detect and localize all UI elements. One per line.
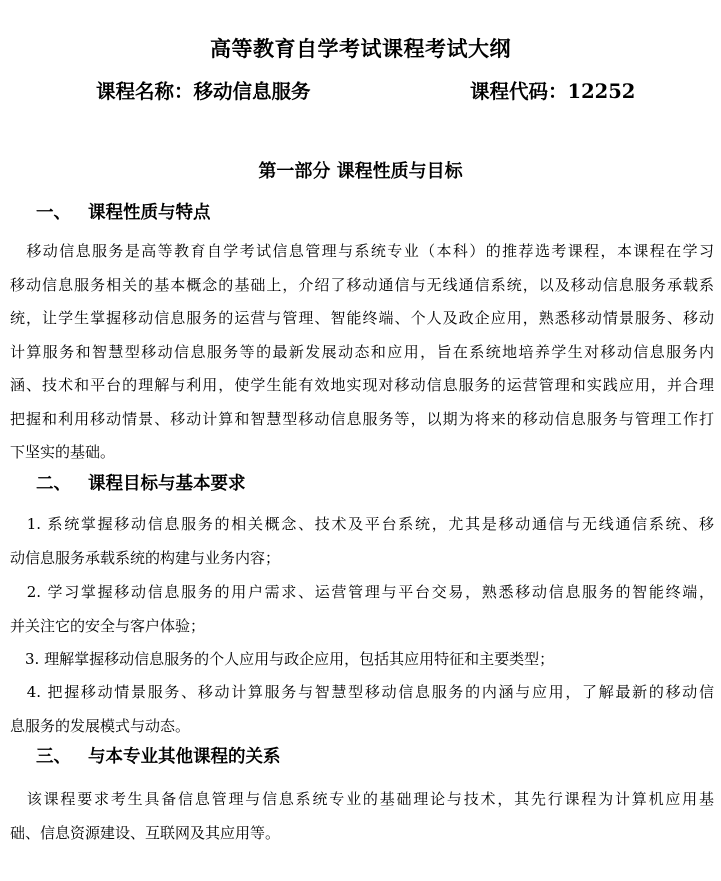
paragraph-line: 计算服务和智慧型移动信息服务等的最新发展动态和应用，旨在系统地培养学生对移动信息服务内 [10,342,714,361]
paragraph-line: 础、信息资源建设、互联网及其应用等。 [10,823,281,842]
section-number: 一、 [36,203,71,223]
paragraph-line: 下坚实的基础。 [10,443,116,461]
paragraph-line: 动信息服务承载系统的构建与业务内容； [10,548,281,567]
part-title: 第一部分 课程性质与目标 [258,161,463,182]
section-heading-2 [36,470,246,495]
section-title: 课程性质与特点 [88,203,211,223]
course-code: 课程代码：12252 [470,80,636,103]
section-heading-3 [36,743,281,768]
section-title: 与本专业其他课程的关系 [88,747,281,767]
document-title: 高等教育自学考试课程考试大纲 [210,36,511,61]
section-heading-1 [36,199,211,224]
paragraph-line: 3. 理解掌握移动信息服务的个人应用与政企应用，包括其应用特征和主要类型； [10,650,555,668]
paragraph-line: 移动信息服务相关的基本概念的基础上，介绍了移动通信与无线通信系统，以及移动信息服务承载系 [10,275,714,294]
section-number: 三、 [36,747,71,767]
goal-item-2 [10,576,714,643]
paragraph-course-nature [10,235,714,470]
paragraph-line: 移动信息服务是高等教育自学考试信息管理与系统专业（本科）的推荐选考课程，本课程在学习 [10,242,714,260]
paragraph-line: 该课程要求考生具备信息管理与信息系统专业的基础理论与技术，其先行课程为计算机应用基 [10,790,714,808]
paragraph-course-relations [10,783,714,850]
goal-item-1 [10,508,714,575]
paragraph-line: 统，让学生掌握移动信息服务的运营与管理、智能终端、个人及政企应用，熟悉移动情景服务、移动 [10,309,714,327]
section-number: 二、 [36,474,71,494]
goal-item-3 [10,643,714,677]
paragraph-line: 1. 系统掌握移动信息服务的相关概念、技术及平台系统，尤其是移动通信与无线通信系统、移 [10,515,714,533]
paragraph-line: 把握和利用移动情景、移动计算和智慧型移动信息服务等，以期为将来的移动信息服务与管理工作打 [10,409,714,428]
paragraph-line: 4. 把握移动情景服务、移动计算服务与智慧型移动信息服务的内涵与应用，了解最新的移动信 [10,683,714,701]
goal-item-4 [10,676,714,743]
course-name: 课程名称：移动信息服务 [96,80,311,103]
paragraph-line: 2. 学习掌握移动信息服务的用户需求、运营管理与平台交易，熟悉移动信息服务的智能终端， [10,583,714,601]
section-title: 课程目标与基本要求 [88,474,246,494]
paragraph-line: 涵、技术和平台的理解与利用，使学生能有效地实现对移动信息服务的运营管理和实践应用，并合理 [10,376,714,394]
paragraph-line: 息服务的发展模式与动态。 [10,716,191,735]
paragraph-line: 并关注它的安全与客户体验； [10,616,206,635]
